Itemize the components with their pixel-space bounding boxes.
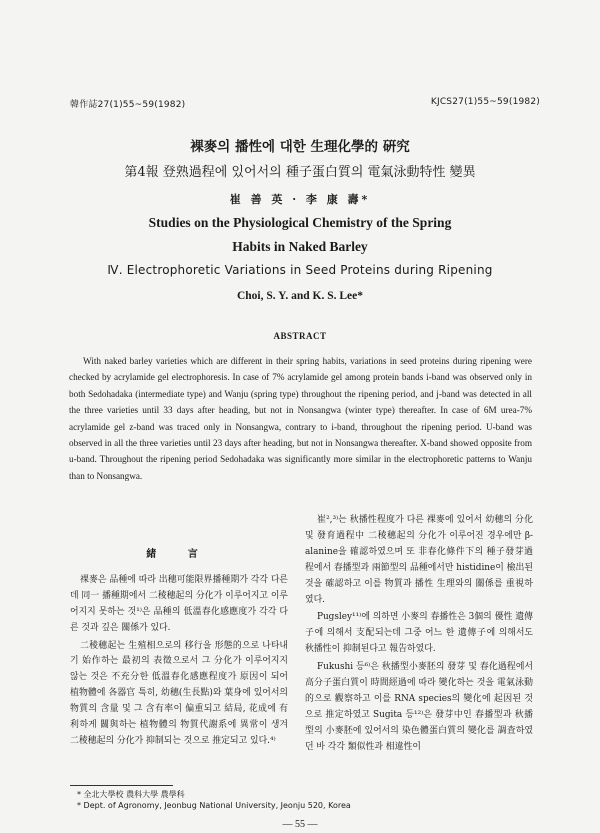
introduction-heading: 緒 言 — [146, 549, 212, 560]
korean-title: 裸麥의 播性에 대한 生理化學的 硏究 — [190, 139, 410, 155]
abstract-text: With naked barley varieties which are different in their spring habits, variations in seed proteins during ripening were checked by acrylamide gel electrophoresis. In case of 7% acrylamide gel among protein bands i-band was observed only in both Sedohadaka (intermediate type) and Wanju (spring type) throughout the ripening period, and j-band was detected in all the three varieties until 33 days after heading, but not in Nonsangwa (winter type) thereafter. In case of 6M urea-7% acrylamide gel z-band was traced only in Nonsangwa, contrary to i-band, throughout the ripening period. U-band was observed in all the three varieties until 23 days after heading, but not in Nonsangwa thereafter. X-band showed opposite from u-band. Throughout the ripening period Sedohadaka was significantly more similar in the electrophoretic patterns to Wanju than to Nonsangwa. — [69, 356, 532, 481]
right-paragraph-1: 崔²,³⁾는 秋播性程度가 다른 裸麥에 있어서 幼穗의 分化 및 發育過程中 二稜穗起의 分化가 이루어진 경우에만 β-alanine을 確認하였으며 또 非春化條件下의 種子發芽過程에서 春播型과 兩節型의 品種에서만 histidine이 檢出된 것을 確認하고 이를 物質과 播性 生理와의 關係를 重視하였다. — [305, 515, 533, 605]
korean-subtitle: 第4報 登熟過程에 있어서의 種子蛋白質의 電氣泳動特性 變異 — [124, 165, 476, 180]
journal-header-korean: 韓作誌27(1)55~59(1982) — [70, 100, 186, 110]
abstract-heading: ABSTRACT — [273, 331, 327, 341]
english-title-line1: Studies on the Physiological Chemistry of the Spring — [148, 215, 452, 230]
right-paragraph-3: Fukushi 등⁶⁾은 秋播型小麥胚의 發芽 및 春化過程에서 高分子蛋白質이 時間經過에 따라 變化하는 것을 電氣泳動的으로 觀察하고 이를 RNA species의 變化에 起因된 것으로 推定하였고 Sugita 등¹²⁾은 發芽中인 春播型과 秋播型의 小麥胚에 있어서의 染色體蛋白質의 變化를 調査하였던 바 각각 類似性과 相違性이 — [305, 662, 533, 752]
intro-paragraph-2: 二稜穗起는 生殖相으로의 移行을 形態的으로 나타내기 始作하는 最初의 表徵으로서 그 分化가 이루어지지 않는 것은 不充分한 低溫春化感應程度가 原因이 되어 植物體에 各器官 특히, 幼穗(生長點)와 葉身에 있어서의 物質의 含量 및 그 含有率이 偏重되고 結局, 花成에 有利하게 關與하는 植物體의 物質代謝系에 異常이 생겨 二稜穗起의 分化가 抑制되는 것으로 推定되고 있다.⁴⁾ — [70, 640, 288, 746]
journal-header-english: KJCS27(1)55~59(1982) — [430, 97, 540, 107]
english-title-line2: Habits in Naked Barley — [232, 239, 368, 254]
footnote-korean: * 全北大學校 農科大學 農學科 — [77, 790, 185, 799]
right-paragraph-2: Pugsley¹¹⁾에 의하면 小麥의 春播性은 3個의 優性 遺傳子에 의해서 支配되는데 그중 어느 한 遺傳子에 의해서도 秋播性이 抑制된다고 報告하였다. — [305, 612, 533, 655]
left-column — [70, 547, 288, 752]
english-authors: Choi, S. Y. and K. S. Lee* — [236, 290, 363, 302]
korean-authors: 崔 善 英 · 李 康 壽* — [229, 193, 371, 206]
footnote-english: * Dept. of Agronomy, Jeonbug National University, Jeonju 520, Korea — [77, 801, 351, 810]
english-subtitle: Ⅳ. Electrophoretic Variations in Seed Proteins during Ripening — [107, 263, 493, 277]
intro-paragraph-1: 裸麥은 品種에 따라 出穗可能限界播種期가 각각 다른데 同一 播種期에서 二稜穗起의 分化가 이루어지고 이루어지지 못하는 것¹⁾은 品種의 低溫春化感應度가 각각 다른 것과 깊은 關係가 있다. — [70, 574, 288, 633]
page-number: — 55 — — [282, 819, 318, 830]
right-column — [305, 513, 533, 758]
footnote-rule — [70, 785, 173, 786]
